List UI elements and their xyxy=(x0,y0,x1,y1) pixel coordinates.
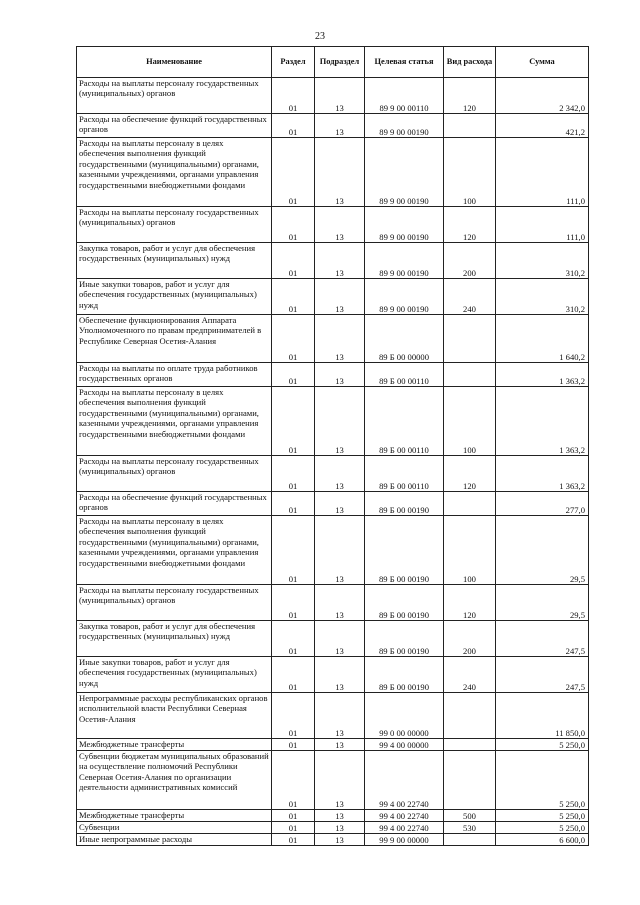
table-header-row xyxy=(77,47,589,78)
cell-razdel: 01 xyxy=(272,315,315,363)
cell-podrazdel: 13 xyxy=(315,114,365,138)
table-row xyxy=(77,585,589,621)
cell-name: Расходы на выплаты персоналу в целях обеспечения выполнения функций государственными (муниципальными) органами, казенными учреждениями, органами управления государственными внебюджетными фондами xyxy=(77,387,272,456)
cell-podrazdel: 13 xyxy=(315,492,365,516)
header-podrazdel: Подраздел xyxy=(315,47,365,78)
cell-name: Расходы на обеспечение функций государственных органов xyxy=(77,492,272,516)
cell-name: Расходы на обеспечение функций государственных органов xyxy=(77,114,272,138)
cell-razdel: 01 xyxy=(272,387,315,456)
table-row xyxy=(77,207,589,243)
cell-vid: 120 xyxy=(444,78,496,114)
cell-target: 89 Б 00 00000 xyxy=(365,315,444,363)
cell-target: 89 Б 00 00190 xyxy=(365,657,444,693)
cell-sum: 310,2 xyxy=(496,279,589,315)
cell-name: Расходы на выплаты по оплате труда работников государственных органов xyxy=(77,363,272,387)
cell-podrazdel: 13 xyxy=(315,693,365,739)
cell-vid: 120 xyxy=(444,207,496,243)
cell-razdel: 01 xyxy=(272,657,315,693)
table-row xyxy=(77,492,589,516)
cell-podrazdel: 13 xyxy=(315,751,365,810)
cell-razdel: 01 xyxy=(272,456,315,492)
cell-razdel: 01 xyxy=(272,585,315,621)
cell-podrazdel: 13 xyxy=(315,243,365,279)
cell-podrazdel: 13 xyxy=(315,585,365,621)
cell-vid: 240 xyxy=(444,279,496,315)
cell-target: 89 Б 00 00190 xyxy=(365,621,444,657)
cell-sum: 11 850,0 xyxy=(496,693,589,739)
cell-target: 89 Б 00 00110 xyxy=(365,387,444,456)
table-row xyxy=(77,138,589,207)
cell-target: 89 Б 00 00190 xyxy=(365,585,444,621)
cell-vid xyxy=(444,363,496,387)
table-row xyxy=(77,315,589,363)
cell-name: Иные закупки товаров, работ и услуг для обеспечения государственных (муниципальных) нужд xyxy=(77,279,272,315)
cell-name: Расходы на выплаты персоналу в целях обеспечения выполнения функций государственными (муниципальными) органами, казенными учреждениями, органами управления государственными внебюджетными фондами xyxy=(77,138,272,207)
cell-sum: 111,0 xyxy=(496,207,589,243)
cell-target: 99 9 00 00000 xyxy=(365,834,444,846)
cell-vid xyxy=(444,693,496,739)
cell-sum: 5 250,0 xyxy=(496,739,589,751)
cell-target: 89 9 00 00190 xyxy=(365,207,444,243)
cell-target: 99 4 00 22740 xyxy=(365,751,444,810)
cell-podrazdel: 13 xyxy=(315,834,365,846)
cell-sum: 277,0 xyxy=(496,492,589,516)
cell-sum: 6 600,0 xyxy=(496,834,589,846)
cell-razdel: 01 xyxy=(272,138,315,207)
table-body xyxy=(77,78,589,846)
cell-vid: 120 xyxy=(444,456,496,492)
cell-target: 99 4 00 00000 xyxy=(365,739,444,751)
cell-razdel: 01 xyxy=(272,834,315,846)
cell-razdel: 01 xyxy=(272,78,315,114)
cell-vid: 100 xyxy=(444,138,496,207)
cell-sum: 247,5 xyxy=(496,621,589,657)
page-number: 23 xyxy=(315,31,325,42)
table-row xyxy=(77,822,589,834)
cell-target: 89 9 00 00190 xyxy=(365,279,444,315)
cell-podrazdel: 13 xyxy=(315,315,365,363)
cell-podrazdel: 13 xyxy=(315,78,365,114)
cell-vid xyxy=(444,739,496,751)
header-vid: Вид расхода xyxy=(444,47,496,78)
cell-target: 89 9 00 00190 xyxy=(365,114,444,138)
cell-name: Субвенции бюджетам муниципальных образований на осуществление полномочий Республики Северная Осетия-Алания по организации деятельности административных комиссий xyxy=(77,751,272,810)
cell-vid xyxy=(444,492,496,516)
cell-vid xyxy=(444,114,496,138)
cell-target: 89 Б 00 00110 xyxy=(365,363,444,387)
cell-podrazdel: 13 xyxy=(315,739,365,751)
table-row xyxy=(77,751,589,810)
cell-razdel: 01 xyxy=(272,243,315,279)
cell-vid: 200 xyxy=(444,243,496,279)
cell-vid: 240 xyxy=(444,657,496,693)
cell-razdel: 01 xyxy=(272,621,315,657)
cell-name: Обеспечение функционирования Аппарата Уполномоченного по правам предпринимателей в Республике Северная Осетия-Алания xyxy=(77,315,272,363)
cell-sum: 247,5 xyxy=(496,657,589,693)
cell-vid: 500 xyxy=(444,810,496,822)
header-razdel: Раздел xyxy=(272,47,315,78)
cell-razdel: 01 xyxy=(272,114,315,138)
header-name: Наименование xyxy=(77,47,272,78)
cell-name: Расходы на выплаты персоналу государственных (муниципальных) органов xyxy=(77,585,272,621)
cell-name: Непрограммные расходы республиканских органов исполнительной власти Республики Северная Осетия-Алания xyxy=(77,693,272,739)
cell-sum: 2 342,0 xyxy=(496,78,589,114)
cell-name: Межбюджетные трансферты xyxy=(77,739,272,751)
table-row xyxy=(77,78,589,114)
cell-name: Межбюджетные трансферты xyxy=(77,810,272,822)
table-row xyxy=(77,516,589,585)
cell-razdel: 01 xyxy=(272,363,315,387)
cell-podrazdel: 13 xyxy=(315,657,365,693)
table-row xyxy=(77,363,589,387)
cell-sum: 1 640,2 xyxy=(496,315,589,363)
cell-razdel: 01 xyxy=(272,751,315,810)
table-row xyxy=(77,621,589,657)
cell-name: Расходы на выплаты персоналу государственных (муниципальных) органов xyxy=(77,456,272,492)
cell-sum: 111,0 xyxy=(496,138,589,207)
cell-sum: 5 250,0 xyxy=(496,751,589,810)
cell-podrazdel: 13 xyxy=(315,387,365,456)
cell-vid: 530 xyxy=(444,822,496,834)
cell-name: Расходы на выплаты персоналу в целях обеспечения выполнения функций государственными (муниципальными) органами, казенными учреждениями, органами управления государственными внебюджетными фондами xyxy=(77,516,272,585)
cell-target: 89 9 00 00190 xyxy=(365,243,444,279)
cell-sum: 1 363,2 xyxy=(496,456,589,492)
cell-target: 89 Б 00 00190 xyxy=(365,516,444,585)
table-row xyxy=(77,693,589,739)
cell-sum: 310,2 xyxy=(496,243,589,279)
cell-target: 89 9 00 00190 xyxy=(365,138,444,207)
cell-sum: 1 363,2 xyxy=(496,363,589,387)
cell-podrazdel: 13 xyxy=(315,822,365,834)
cell-sum: 1 363,2 xyxy=(496,387,589,456)
table-row xyxy=(77,739,589,751)
cell-sum: 29,5 xyxy=(496,516,589,585)
cell-target: 89 9 00 00110 xyxy=(365,78,444,114)
table-row xyxy=(77,243,589,279)
header-sum: Сумма xyxy=(496,47,589,78)
table-row xyxy=(77,657,589,693)
cell-vid xyxy=(444,834,496,846)
budget-table xyxy=(76,46,589,846)
cell-podrazdel: 13 xyxy=(315,621,365,657)
header-target: Целевая статья xyxy=(365,47,444,78)
cell-sum: 421,2 xyxy=(496,114,589,138)
cell-podrazdel: 13 xyxy=(315,207,365,243)
cell-vid: 100 xyxy=(444,516,496,585)
cell-razdel: 01 xyxy=(272,810,315,822)
cell-razdel: 01 xyxy=(272,693,315,739)
cell-vid xyxy=(444,751,496,810)
cell-target: 89 Б 00 00190 xyxy=(365,492,444,516)
cell-razdel: 01 xyxy=(272,516,315,585)
cell-podrazdel: 13 xyxy=(315,279,365,315)
cell-target: 99 4 00 22740 xyxy=(365,810,444,822)
cell-razdel: 01 xyxy=(272,279,315,315)
table-row xyxy=(77,834,589,846)
cell-vid: 200 xyxy=(444,621,496,657)
cell-name: Иные непрограммные расходы xyxy=(77,834,272,846)
cell-name: Иные закупки товаров, работ и услуг для обеспечения государственных (муниципальных) нужд xyxy=(77,657,272,693)
cell-name: Расходы на выплаты персоналу государственных (муниципальных) органов xyxy=(77,207,272,243)
cell-name: Закупка товаров, работ и услуг для обеспечения государственных (муниципальных) нужд xyxy=(77,243,272,279)
cell-sum: 5 250,0 xyxy=(496,822,589,834)
cell-razdel: 01 xyxy=(272,492,315,516)
cell-name: Расходы на выплаты персоналу государственных (муниципальных) органов xyxy=(77,78,272,114)
cell-razdel: 01 xyxy=(272,822,315,834)
table-row xyxy=(77,114,589,138)
cell-podrazdel: 13 xyxy=(315,810,365,822)
cell-podrazdel: 13 xyxy=(315,456,365,492)
cell-podrazdel: 13 xyxy=(315,516,365,585)
cell-sum: 29,5 xyxy=(496,585,589,621)
cell-target: 99 4 00 22740 xyxy=(365,822,444,834)
table-row xyxy=(77,810,589,822)
cell-vid xyxy=(444,315,496,363)
table-row xyxy=(77,456,589,492)
cell-razdel: 01 xyxy=(272,739,315,751)
table-row xyxy=(77,279,589,315)
cell-name: Субвенции xyxy=(77,822,272,834)
cell-sum: 5 250,0 xyxy=(496,810,589,822)
cell-razdel: 01 xyxy=(272,207,315,243)
cell-vid: 100 xyxy=(444,387,496,456)
table-row xyxy=(77,387,589,456)
cell-target: 89 Б 00 00110 xyxy=(365,456,444,492)
cell-target: 99 0 00 00000 xyxy=(365,693,444,739)
cell-name: Закупка товаров, работ и услуг для обеспечения государственных (муниципальных) нужд xyxy=(77,621,272,657)
cell-podrazdel: 13 xyxy=(315,363,365,387)
cell-vid: 120 xyxy=(444,585,496,621)
cell-podrazdel: 13 xyxy=(315,138,365,207)
